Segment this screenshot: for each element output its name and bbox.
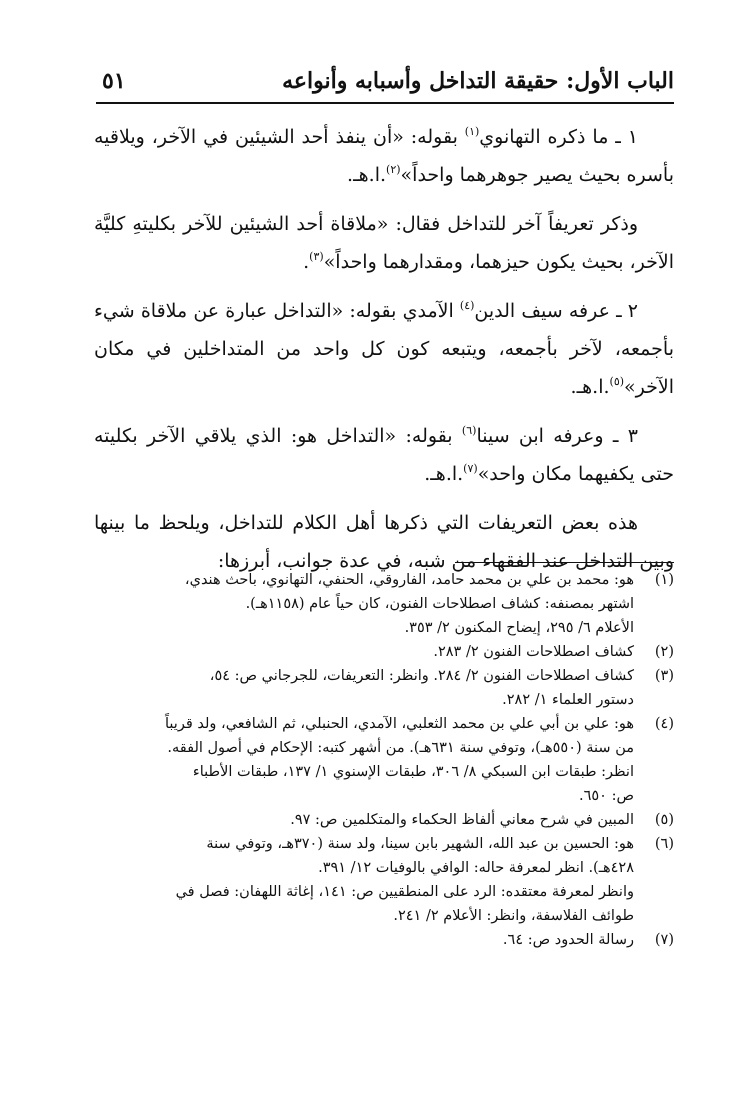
footnote-text: هو: الحسين بن عبد الله، الشهير بابن سينا، ولد سنة (٣٧٠هـ، وتوفي سنة (206, 836, 634, 852)
footnote-text: كشاف اصطلاحات الفنون ٢/ ٢٨٣. (433, 644, 634, 660)
footnote-number: (٧) (654, 932, 674, 948)
footnote-reference: (٦) (461, 424, 477, 437)
footnote-reference: (٣) (309, 250, 324, 263)
footnote-number: (٥) (654, 812, 674, 828)
footnote-number: (٦) (654, 836, 674, 852)
body-paragraph (94, 205, 674, 281)
footnote-reference: (٥) (609, 375, 625, 388)
footnote-number: (٣) (654, 668, 674, 684)
footnote-separator (455, 562, 674, 563)
page-number: ٥١ (102, 68, 126, 94)
paragraph-text: . (303, 251, 310, 273)
paragraph-text: ٣ ـ وعرفه ابن سينا (476, 425, 638, 447)
footnote (94, 832, 674, 928)
paragraph-text: وذكر تعريفاً آخر للتداخل فقال: «ملاقاة أحد الشيئين للآخر بكليتهِ كليَّة الآخر، بحيث يكون حيزهما، ومقدارهما واحداً» (94, 213, 674, 273)
footnote-reference: (٢) (386, 163, 401, 176)
footnote-number: (١) (654, 572, 674, 588)
paragraph-text: بقوله: «التداخل هو: الذي يلاقي الآخر بكليته حتى يكفيهما مكان واحد» (94, 425, 674, 485)
footnote (94, 640, 674, 664)
footnote-reference: (١) (464, 125, 480, 138)
footnote-text: ٤٢٨هـ). انظر لمعرفة حاله: الوافي بالوفيات ١٢/ ٣٩١. (318, 860, 634, 876)
footnote-reference: (٧) (463, 462, 478, 475)
paragraph-text: .ا.هـ. (570, 376, 610, 398)
body-paragraph (94, 292, 674, 406)
footnote (94, 568, 674, 640)
body-paragraph (94, 417, 674, 493)
running-header (96, 66, 674, 104)
footnotes (94, 568, 674, 952)
footnote (94, 808, 674, 832)
footnote-text: هو: علي بن أبي علي بن محمد الثعلبي، الآمدي، الحنبلي، ثم الشافعي، ولد قريباً (165, 716, 634, 732)
paragraph-text: .ا.هـ. (347, 164, 387, 186)
footnote-text: ص: ٦٥٠. (578, 788, 634, 804)
footnote-text: هو: محمد بن علي بن محمد حامد، الفاروقي، الحنفي، التهانوي، باحث هندي، (184, 572, 634, 588)
footnote-text: المبين في شرح معاني ألفاظ الحكماء والمتكلمين ص: ٩٧. (290, 812, 634, 828)
footnote-number: (٢) (654, 644, 674, 660)
footnote-text: وانظر لمعرفة معتقده: الرد على المنطقيين ص: ١٤١، إغاثة اللهفان: فصل في (175, 884, 634, 900)
paragraph-text: ٢ ـ عرفه سيف الدين (474, 300, 639, 322)
footnote-text: طوائف الفلاسفة، وانظر: الأعلام ٢/ ٢٤١. (393, 908, 634, 924)
footnote-text: اشتهر بمصنفه: كشاف اصطلاحات الفنون، كان حياً عام (١١٥٨هـ). (245, 596, 634, 612)
footnote (94, 664, 674, 712)
paragraph-text: هذه بعض التعريفات التي ذكرها أهل الكلام للتداخل، ويلحظ ما بينها وبين التداخل عند الفقهاء من شبه، في عدة جوانب، أبرزها: (94, 512, 674, 572)
footnote-text: من سنة (٥٥٠هـ)، وتوفي سنة ٦٣١هـ). من أشهر كتبه: الإحكام في أصول الفقه. (167, 740, 634, 756)
footnote-text: انظر: طبقات ابن السبكي ٨/ ٣٠٦، طبقات الإسنوي ١/ ١٣٧، طبقات الأطباء (192, 764, 634, 780)
footnote-reference: (٤) (459, 299, 475, 312)
footnote-number: (٤) (654, 716, 674, 732)
footnote-text: الأعلام ٦/ ٢٩٥، إيضاح المكنون ٢/ ٣٥٣. (404, 620, 634, 636)
body-paragraph (94, 118, 674, 194)
main-text (94, 118, 674, 591)
paragraph-text: ١ ـ ما ذكره التهانوي (479, 126, 638, 148)
paragraph-text: بقوله: «أن ينفذ أحد الشيئين في الآخر، ويلاقيه بأسره بحيث يصير جوهرهما واحداً» (94, 126, 674, 186)
footnote (94, 712, 674, 808)
footnote-text: رسالة الحدود ص: ٦٤. (502, 932, 634, 948)
footnote-text: كشاف اصطلاحات الفنون ٢/ ٢٨٤. وانظر: التعريفات، للجرجاني ص: ٥٤، (209, 668, 634, 684)
chapter-title: الباب الأول: حقيقة التداخل وأسبابه وأنواعه (282, 68, 674, 94)
paragraph-text: .ا.هـ. (424, 463, 464, 485)
footnote-text: دستور العلماء ١/ ٢٨٢. (502, 692, 634, 708)
footnote (94, 928, 674, 952)
paragraph-text: الآمدي بقوله: «التداخل عبارة عن ملاقاة شيء بأجمعه، لآخر بأجمعه، ويتبعه كون كل واحد من المتداخلين في مكان الآخر» (94, 300, 674, 398)
